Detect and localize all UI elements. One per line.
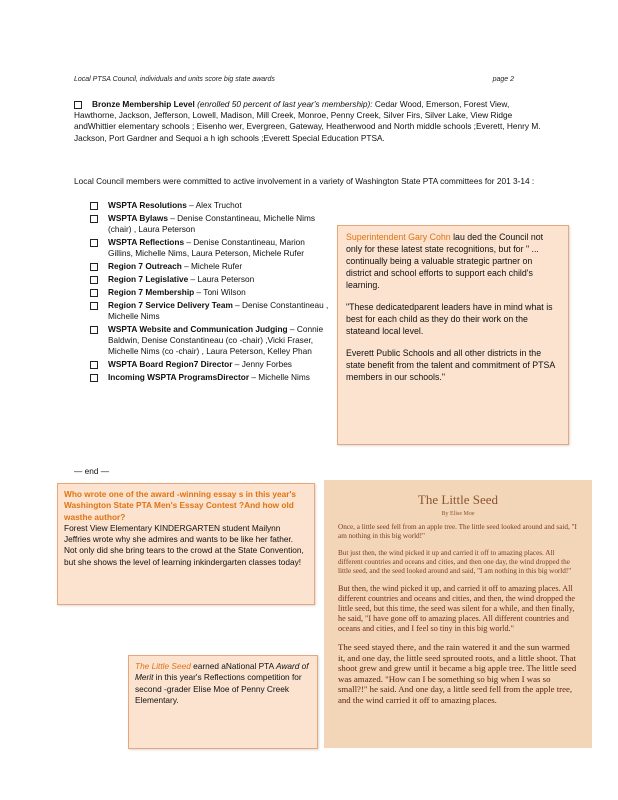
quote-paragraph [346,231,560,291]
seed-award-rest: in this year's Reflections competition for second -grader Elise Moe of Penny Creek Elementary. [135,672,302,705]
little-seed-story-image [324,480,592,748]
bronze-membership-section [74,99,544,144]
list-item [90,237,330,259]
header-title: Local PTSA Council, individuals and units score big state awards [74,76,275,83]
bullet-box-icon [90,263,98,271]
committee-name: WSPTA Reflections [108,237,185,247]
essay-answer: Forest View Elementary KINDERGARTEN student Mailynn Jeffries wrote why she admires and wants to be like her father. Not only did she bring tears to the crowd at the State Convention, but she shows the level of learning inkindergarten classes today! [64,522,304,567]
bullet-box-icon [90,374,98,382]
committee-people: – Connie Baldwin, Denise Constantineau (co -chair) ,Vicki Fraser, Michelle Nims (co -chair) , Laura Peterson, Kelley Phan [108,324,324,356]
list-item [90,261,330,272]
list-item [90,324,330,357]
seed-award-title: The Little Seed [135,661,191,671]
end-marker: — end — [74,466,110,476]
essay-contest-box [57,483,315,605]
bullet-box-icon [90,276,98,284]
quote-text: lau ded the Council not only for these latest state recognitions, but for " ... continually being a valuable strategic partner on district and school efforts to support each child's learning. [346,232,544,290]
story-paragraph: But just then, the wind picked it up and carried it off to amazing places. All different countries and oceans and cities, and then one day, the wind dropped the little seed, and the seed looked around and said, "I am nothing in this big world!" [338,549,572,575]
committee-people: – Denise Constantineau , Michelle Nims [108,300,329,321]
committee-name: WSPTA Board Region7 Director [108,359,233,369]
committee-name: WSPTA Resolutions [108,200,187,210]
seed-award-box [128,655,318,749]
bullet-box-icon [90,239,98,247]
bullet-box-icon [90,215,98,223]
list-item [90,274,330,285]
essay-question: Who wrote one of the award -winning essay s in this year's Washington State PTA Men's Essay Contest ?And how old wasthe author? [64,489,297,522]
superintendent-quote-box [337,225,569,445]
committee-name: Region 7 Legislative [108,274,189,284]
bronze-schools: Cedar Wood, Emerson, Forest View, Hawthorne, Jackson, Jefferson, Lowell, Madison, Mill Creek, Monroe, Penny Creek, Silver Firs, Silver Lake, View Ridge andWhittier elementary schools ; Eisenho wer, Evergreen, Gateway, Heatherwood and North middle schools ;Everett, Henry M. Jackson, Port Gardner and Sequoi a h igh schools ;Everett Special Education PTSA. [74,99,541,143]
quote-paragraph: Everett Public Schools and all other districts in the state benefit from the talent and commitment of PTSA members in our schools." [346,348,555,382]
committee-people: – Michelle Nims [249,372,310,382]
page-number: page 2 [492,76,514,83]
superintendent-name: Superintendent Gary Cohn [346,232,451,242]
story-paragraph: Once, a little seed fell from an apple tree. The little seed looked around and said, "I am nothing in this big world!" [338,523,577,540]
list-item [90,359,330,370]
story-paragraph: But then, the wind picked it up, and carried it off to amazing places. All different countries and oceans and cities, and then, the wind dropped the little seed, but this time, the seed was silent for a while, and then finally, he said, "I have gone off to amazing places. All different countries and oceans and cities, and I feel so tiny in this big world." [338,584,575,633]
committee-people: – Denise Constantineau, Marion Gillins, Michelle Nims, Laura Peterson, Michele Rufer [108,237,305,258]
committee-people: – Jenny Forbes [232,359,292,369]
story-byline: By Elise Moe [441,511,475,517]
page-header [74,76,514,83]
list-item [90,372,330,383]
local-council-intro: Local Council members were committed to active involvement in a variety of Washington State PTA committees for 201 3-14 : [74,176,535,186]
committee-people: – Alex Truchot [186,200,242,210]
quote-paragraph: "These dedicatedparent leaders have in mind what is best for each child as they do their work on the stateand local level. [346,302,553,336]
committee-name: Region 7 Service Delivery Team [108,300,233,310]
committee-name: Region 7 Outreach [108,261,182,271]
bronze-qualifier: (enrolled 50 percent of last year's membership): [197,99,373,109]
committee-name: WSPTA Bylaws [108,213,168,223]
list-item [90,200,330,211]
bullet-box-icon [90,302,98,310]
bronze-label: Bronze Membership Level [92,99,195,109]
committee-people: – Toni Wilson [194,287,246,297]
committee-people: – Michele Rufer [181,261,243,271]
bullet-box-icon [90,289,98,297]
list-item [90,300,330,322]
list-item [90,213,330,235]
list-item [90,287,330,298]
seed-award-text: earned aNational PTA [190,661,276,671]
story-paragraph: The seed stayed there, and the rain watered it and the sun warmed it, and one day, the little seed sprouted roots, and a little shoot. That shoot grew and grew until it became a big apple tree. The little seed was amazed. "How can I be something so big when I was so small?!" he said. And one day, a little seed fell from the apple tree, and the wind carried it off to amazing places. [338,642,577,705]
story-title: The Little Seed [417,492,499,507]
bullet-box-icon [90,361,98,369]
committee-people: – Laura Peterson [188,274,255,284]
seed-award-name: Award of Merit [135,661,309,683]
bullet-box-icon [90,326,98,334]
committee-list [90,200,330,385]
committee-name: Incoming WSPTA ProgramsDirector [108,372,250,382]
committee-name: Region 7 Membership [108,287,195,297]
bullet-box-icon [90,202,98,210]
committee-people: – Denise Constantineau, Michelle Nims (chair) , Laura Peterson [108,213,316,234]
bullet-box-icon [74,101,82,109]
committee-name: WSPTA Website and Communication Judging [108,324,288,334]
